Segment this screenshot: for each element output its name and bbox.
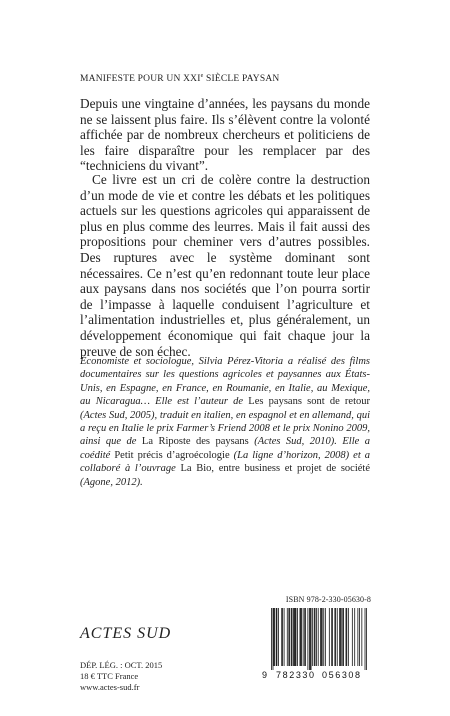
barcode-bar bbox=[352, 608, 353, 666]
barcode-bar bbox=[357, 608, 358, 666]
website: www.actes-sud.fr bbox=[80, 682, 140, 692]
barcode-bar bbox=[332, 608, 333, 666]
barcode-bar bbox=[304, 608, 305, 666]
barcode-bar bbox=[322, 608, 323, 666]
barcode-bar bbox=[311, 608, 312, 670]
barcode-bar bbox=[301, 608, 302, 666]
barcode-left-digits: 782330 bbox=[276, 670, 316, 680]
barcode-bar bbox=[273, 608, 274, 670]
barcode-bar bbox=[303, 608, 304, 666]
barcode-first-digit: 9 bbox=[262, 670, 268, 680]
barcode-right-digits: 056308 bbox=[322, 670, 362, 680]
barcode-bar bbox=[323, 608, 324, 666]
barcode-bar bbox=[346, 608, 347, 666]
barcode-bar bbox=[329, 608, 330, 666]
barcode-bar bbox=[309, 608, 310, 670]
barcode-bar bbox=[291, 608, 292, 666]
barcode-bar bbox=[325, 608, 326, 666]
barcode-bar bbox=[297, 608, 298, 666]
barcode-bar bbox=[346, 608, 347, 666]
barcode-bar bbox=[341, 608, 342, 666]
isbn-label: ISBN 978-2-330-05630-8 bbox=[285, 595, 371, 604]
barcode-bar bbox=[343, 608, 344, 666]
barcode-bar bbox=[292, 608, 293, 666]
barcode-bar bbox=[274, 608, 275, 666]
barcode-bar bbox=[282, 608, 283, 666]
cover-heading: MANIFESTE POUR UN XXIe SIÈCLE PAYSAN bbox=[80, 73, 280, 85]
barcode-bar bbox=[315, 608, 316, 666]
barcode-bar bbox=[300, 608, 301, 666]
barcode-bar bbox=[276, 608, 277, 666]
barcode-bar bbox=[359, 608, 360, 666]
barcode-bar bbox=[361, 608, 362, 666]
barcode-bar bbox=[310, 608, 311, 670]
barcode-bar bbox=[335, 608, 336, 666]
barcode-bar bbox=[320, 608, 321, 666]
barcode-bar bbox=[334, 608, 335, 666]
barcode-bar bbox=[294, 608, 295, 666]
barcode-bar bbox=[273, 608, 274, 666]
publisher-logo: ACTES SUD bbox=[80, 625, 172, 642]
barcode-bar bbox=[337, 608, 338, 666]
barcode-bar bbox=[271, 608, 272, 670]
barcode-bar bbox=[365, 608, 366, 670]
barcode-bar bbox=[312, 608, 313, 666]
barcode-bar bbox=[318, 608, 319, 666]
barcode-bar bbox=[296, 608, 297, 666]
barcode-bar bbox=[314, 608, 315, 666]
legal-deposit: DÉP. LÉG. : OCT. 2015 bbox=[80, 660, 163, 670]
barcode-bar bbox=[295, 608, 296, 666]
barcode-bar bbox=[308, 608, 309, 670]
barcode-bar bbox=[284, 608, 285, 666]
barcode-bar bbox=[278, 608, 279, 666]
barcode-bar bbox=[321, 608, 322, 666]
blurb-paragraph-1: Depuis une vingtaine d’années, les paysans du monde ne se laissent plus faire. Ils s’élèvent contre la volonté affichée par de nombreux chercheurs et politiciens de les faire disparaître pour les remplacer par des “techniciens du vivant”. bbox=[80, 96, 370, 174]
barcode-bar bbox=[277, 608, 278, 666]
legal-info bbox=[80, 660, 162, 693]
barcode-bar bbox=[300, 608, 301, 666]
barcode-bar bbox=[288, 608, 289, 666]
barcode-bar bbox=[354, 608, 355, 666]
author-bio: Économiste et sociologue, Silvia Pérez-Vitoria a réalisé des films documentaires sur les questions agricoles et paysannes aux États-Unis, en Espagne, en France, en Roumanie, en Italie, au Mexique, au Nicaragua… Elle est l’auteur de Les paysans sont de retour (Actes Sud, 2005), traduit en italien, en espagnol et en allemand, qui a reçu en Italie le prix Farmer’s Friend 2008 et le prix Nonino 2009, ainsi que de La Riposte des paysans (Actes Sud, 2010). Elle a coédité Petit précis d’agroécologie (La ligne d’horizon, 2008) et a collaboré à l’ouvrage La Bio, entre business et projet de société (Agone, 2012). bbox=[80, 356, 371, 488]
barcode-bar bbox=[293, 608, 294, 666]
barcode-bar bbox=[287, 608, 288, 666]
barcode-bar bbox=[348, 608, 349, 666]
price: 18 € TTC France bbox=[80, 671, 139, 681]
barcode-bar bbox=[316, 608, 317, 666]
barcode-bar bbox=[339, 608, 340, 666]
barcode-bar bbox=[289, 608, 290, 666]
barcode-bar bbox=[331, 608, 332, 666]
barcode-bar bbox=[281, 608, 282, 666]
barcode-bar bbox=[366, 608, 367, 670]
barcode-bar bbox=[340, 608, 341, 666]
barcode-bar bbox=[305, 608, 306, 666]
barcode bbox=[262, 606, 372, 680]
blurb-paragraph-2: Ce livre est un cri de colère contre la destruction d’un mode de vie et contre les débats et les politiques actuels sur les questions agricoles qui apparaissent de plus en plus comme des leurres. Mais il fait aussi des propositions pour cheminer vers d’autres possibles. Des ruptures avec le système dominant sont nécessaires. Ce n’est qu’en redonnant toute leur place aux paysans dans nos sociétés que l’on pourra sortir de l’impasse à laquelle conduisent l’agriculture et l’alimentation industrielles et, plus généralement, un développement économique qui fait chaque jour la preuve de son échec. bbox=[80, 172, 370, 359]
barcode-bar bbox=[342, 608, 343, 666]
